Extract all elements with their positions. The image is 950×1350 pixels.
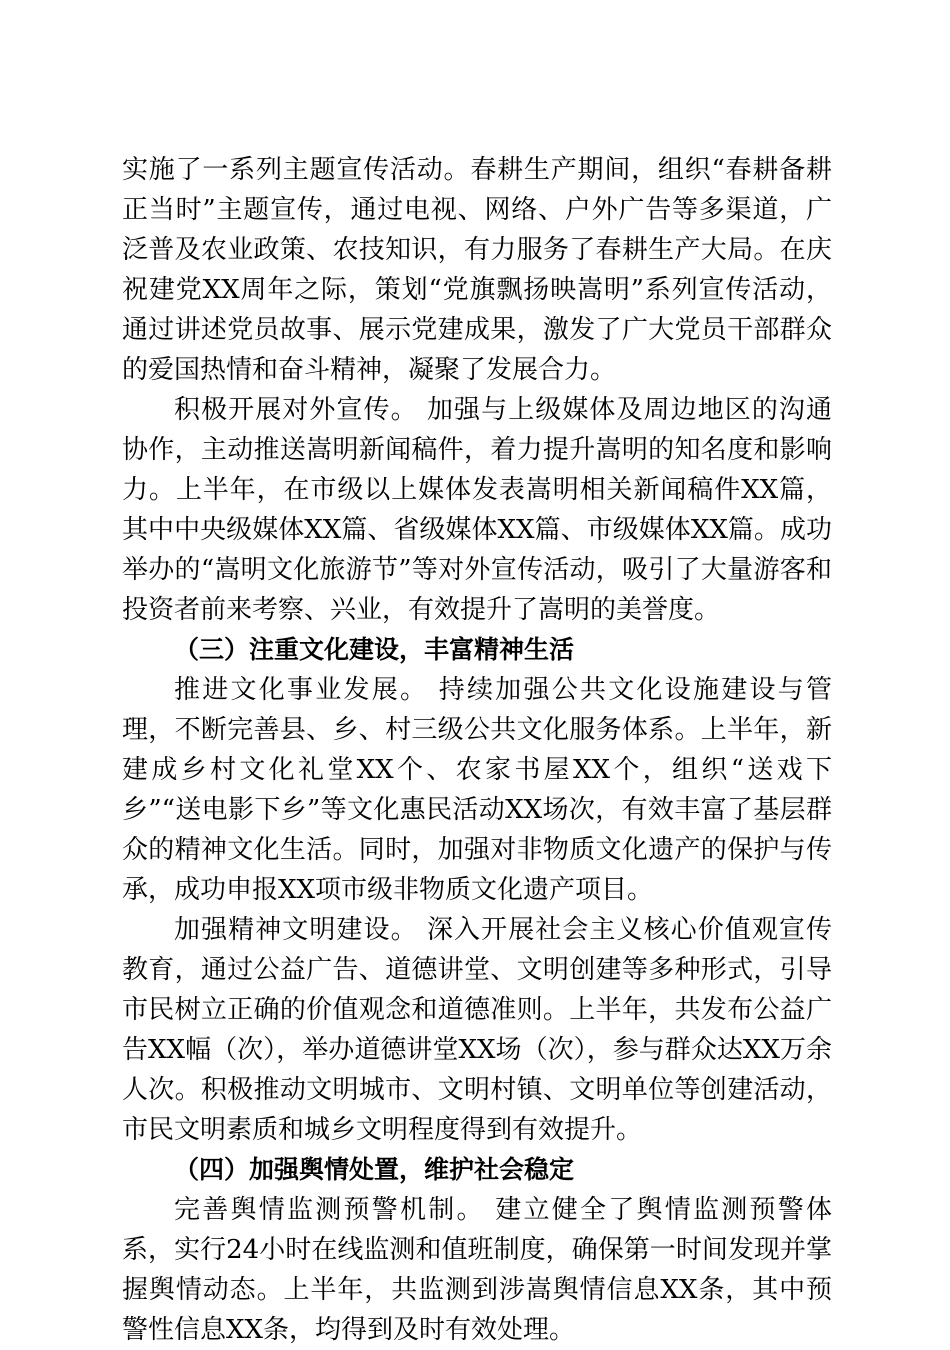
paragraph-opinion-monitoring: 完善舆情监测预警机制。 建立健全了舆情监测预警体系，实行24小时在线监测和值班制度，确保第一时间发现并掌握舆情动态。上半年，共监测到涉嵩舆情信息XX条，其中预警性信息XX条，均得到及时有效处理。	[122, 1195, 832, 1345]
paragraph-external-publicity: 积极开展对外宣传。 加强与上级媒体及周边地区的沟通协作，主动推送嵩明新闻稿件，着力提升嵩明的知名度和影响力。上半年，在市级以上媒体发表嵩明相关新闻稿件XX篇，其中中央级媒体XX篇、省级媒体XX篇、市级媒体XX篇。成功举办的“嵩明文化旅游节”等对外宣传活动，吸引了大量游客和投资者前来考察、兴业，有效提升了嵩明的美誉度。	[122, 395, 832, 625]
section-heading-public-opinion: （四）加强舆情处置，维护社会稳定	[174, 1155, 575, 1184]
document-body	[122, 150, 832, 1350]
paragraph-theme-campaigns: 实施了一系列主题宣传活动。春耕生产期间，组织“春耕备耕正当时”主题宣传，通过电视、网络、户外广告等多渠道，广泛普及农业政策、农技知识，有力服务了春耕生产大局。在庆祝建党XX周年之际，策划“党旗飘扬映嵩明”系列宣传活动，通过讲述党员故事、展示党建成果，激发了广大党员干部群众的爱国热情和奋斗精神，凝聚了发展合力。	[122, 155, 832, 385]
paragraph-spiritual-civilization: 加强精神文明建设。 深入开展社会主义核心价值观宣传教育，通过公益广告、道德讲堂、文明创建等多种形式，引导市民树立正确的价值观念和道德准则。上半年，共发布公益广告XX幅（次），举办道德讲堂XX场（次），参与群众达XX万余人次。积极推动文明城市、文明村镇、文明单位等创建活动，市民文明素质和城乡文明程度得到有效提升。	[122, 915, 832, 1145]
paragraph-cultural-development: 推进文化事业发展。 持续加强公共文化设施建设与管理，不断完善县、乡、村三级公共文化服务体系。上半年，新建成乡村文化礼堂XX个、农家书屋XX个，组织“送戏下乡”“送电影下乡”等文化惠民活动XX场次，有效丰富了基层群众的精神文化生活。同时，加强对非物质文化遗产的保护与传承，成功申报XX项市级非物质文化遗产项目。	[122, 675, 832, 905]
section-heading-culture: （三）注重文化建设，丰富精神生活	[174, 635, 575, 664]
